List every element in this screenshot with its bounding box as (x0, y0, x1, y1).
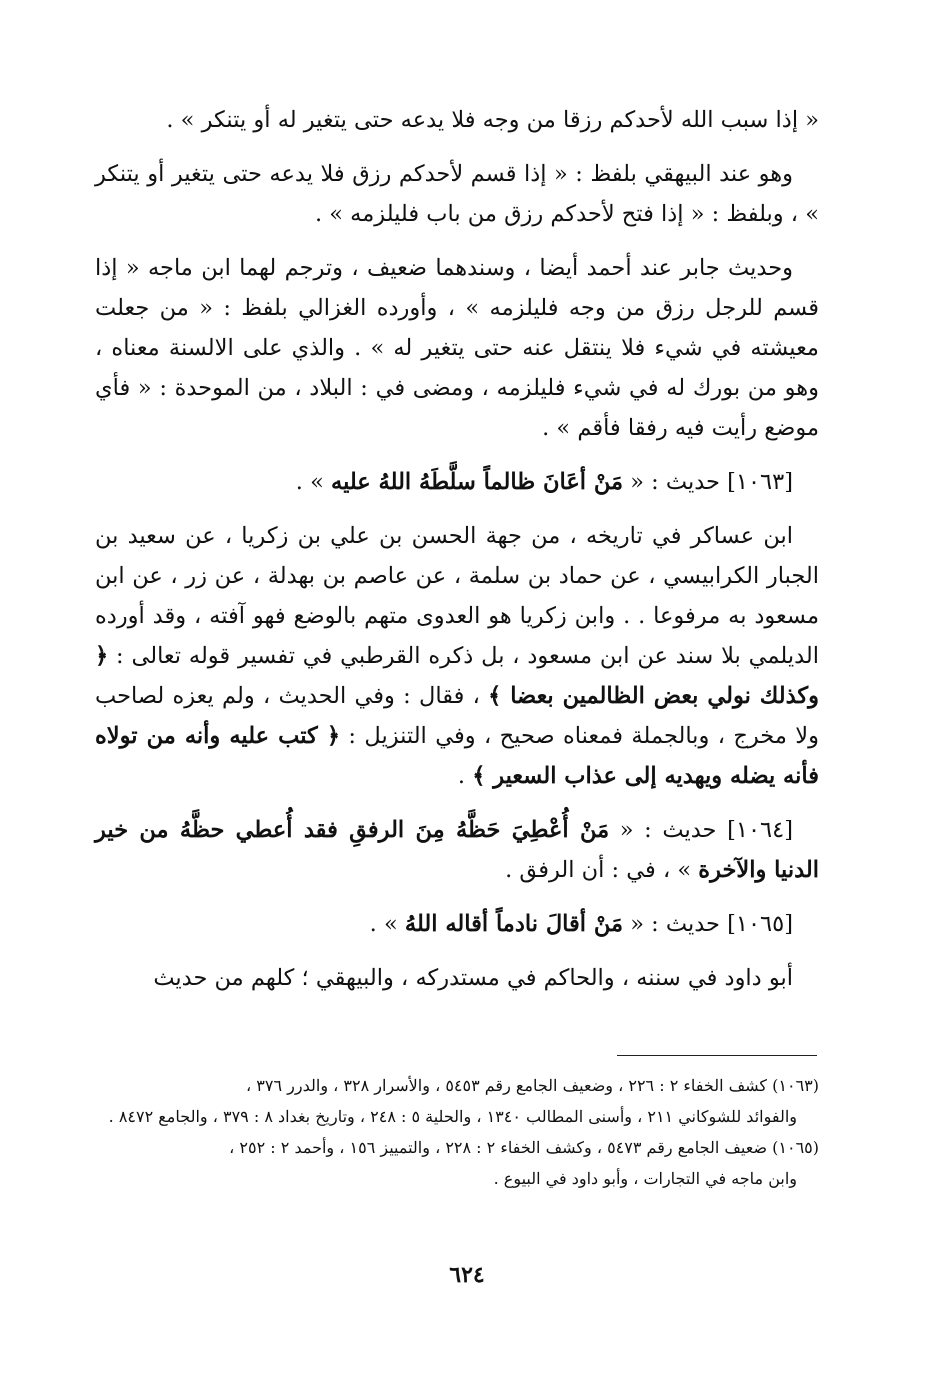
text-run: [١٠٦٤] حديث : « (609, 817, 793, 843)
bold-text-run: مَنْ أعَانَ ظالماً سلَّطَهُ اللهُ عليه (331, 469, 624, 495)
text-run: ابن عساكر في تاريخه ، من جهة الحسن بن علي بن زكريا ، عن سعيد بن الجبار الكرابيسي ، عن حماد بن سلمة ، عن عاصم بن بهدلة ، عن زر ، عن ابن مسعود به مرفوعا . . وابن زكريا هو العدوى متهم بالوضع فهو آفته ، وقد أورده الديلمي بلا سند عن ابن مسعود ، بل ذكره القرطبي في تفسير قوله تعالى : (95, 523, 819, 669)
footnote-1065-continuation: وابن ماجه في التجارات ، وأبو داود في البيوع . (493, 1169, 797, 1188)
text-run: » . (295, 469, 331, 495)
bold-text-run: ﴿ وكذلك نولي بعض الظالمين بعضا ﴾ (95, 643, 819, 709)
text-run: . (457, 763, 473, 789)
page-number: ٦٢٤ (449, 1262, 485, 1288)
footnote-1063 (95, 1070, 819, 1132)
footnote-1063-line-1: (١٠٦٣) كشف الخفاء ٢ : ٢٢٦ ، وضعيف الجامع رقم ٥٤٥٣ ، والأسرار ٣٢٨ ، والدرر ٣٧٦ ، (246, 1076, 819, 1095)
bold-text-run: مَنْ أُعْطِيَ حَظَّهُ مِنَ الرفقِ فقد أُعطي حظَّهُ من خير الدنيا والآخرة (95, 817, 819, 883)
text-run: » ، في : أن الرفق . (505, 857, 699, 883)
footnote-1065 (95, 1132, 819, 1194)
text-run: [١٠٦٥] حديث : « (623, 911, 793, 937)
paragraph-1063-commentary (95, 516, 819, 796)
text-run: وحديث جابر عند أحمد أيضا ، وسندهما ضعيف ، وترجم لهما ابن ماجه « إذا قسم للرجل رزق من وجه فليلزمه » ، وأورده الغزالي بلفظ : « من جعلت معيشته في شيء فلا ينتقل عنه حتى يتغير له » . والذي على الالسنة معناه ، وهو من بورك له في شيء فليلزمه ، ومضى في : البلاد ، من الموحدة : « فأي موضع رأيت فيه رفقا فأقم » . (95, 255, 819, 441)
footnotes (95, 1070, 819, 1194)
text-run: [١٠٦٣] حديث : « (623, 469, 793, 495)
paragraph-1 (95, 100, 819, 140)
text-run: ، فقال : وفي الحديث ، ولم يعزه لصاحب ولا مخرج ، وبالجملة فمعناه صحيح ، وفي التنزيل : (95, 683, 819, 749)
paragraph-3 (95, 248, 819, 448)
text-run: » . (369, 911, 405, 937)
hadith-1065-heading (95, 904, 819, 944)
hadith-1063-heading (95, 462, 819, 502)
paragraph-2 (95, 154, 819, 234)
text-run: أبو داود في سننه ، والحاكم في مستدركه ، والبيهقي ؛ كلهم من حديث (153, 965, 793, 991)
text-run: وهو عند البيهقي بلفظ : « إذا قسم لأحدكم رزق فلا يدعه حتى يتغير أو يتنكر » ، وبلفظ : « إذا فتح لأحدكم رزق من باب فليلزمه » . (95, 161, 819, 227)
footnote-1065-line-1: (١٠٦٥) ضعيف الجامع رقم ٥٤٧٣ ، وكشف الخفاء ٢ : ٢٢٨ ، والتمييز ١٥٦ ، وأحمد ٢ : ٢٥٢ ، (229, 1138, 819, 1157)
text-run: « إذا سبب الله لأحدكم رزقا من وجه فلا يدعه حتى يتغير له أو يتنكر » . (166, 107, 819, 133)
bold-text-run: ﴿ كتب عليه وأنه من تولاه فأنه يضله ويهديه إلى عذاب السعير ﴾ (95, 723, 819, 789)
footnote-divider (617, 1055, 817, 1056)
paragraph-1065-commentary (95, 958, 819, 998)
hadith-1064-heading (95, 810, 819, 890)
bold-text-run: مَنْ أقالَ نادماً أقاله اللهُ (404, 911, 624, 937)
footnote-1063-continuation: والفوائد للشوكاني ٢١١ ، وأسنى المطالب ١٣٤٠ ، والحلية ٥ : ٢٤٨ ، وتاريخ بغداد ٨ : ٣٧٩ ، والجامع ٨٤٧٢ . (108, 1107, 797, 1126)
main-text (95, 100, 819, 998)
